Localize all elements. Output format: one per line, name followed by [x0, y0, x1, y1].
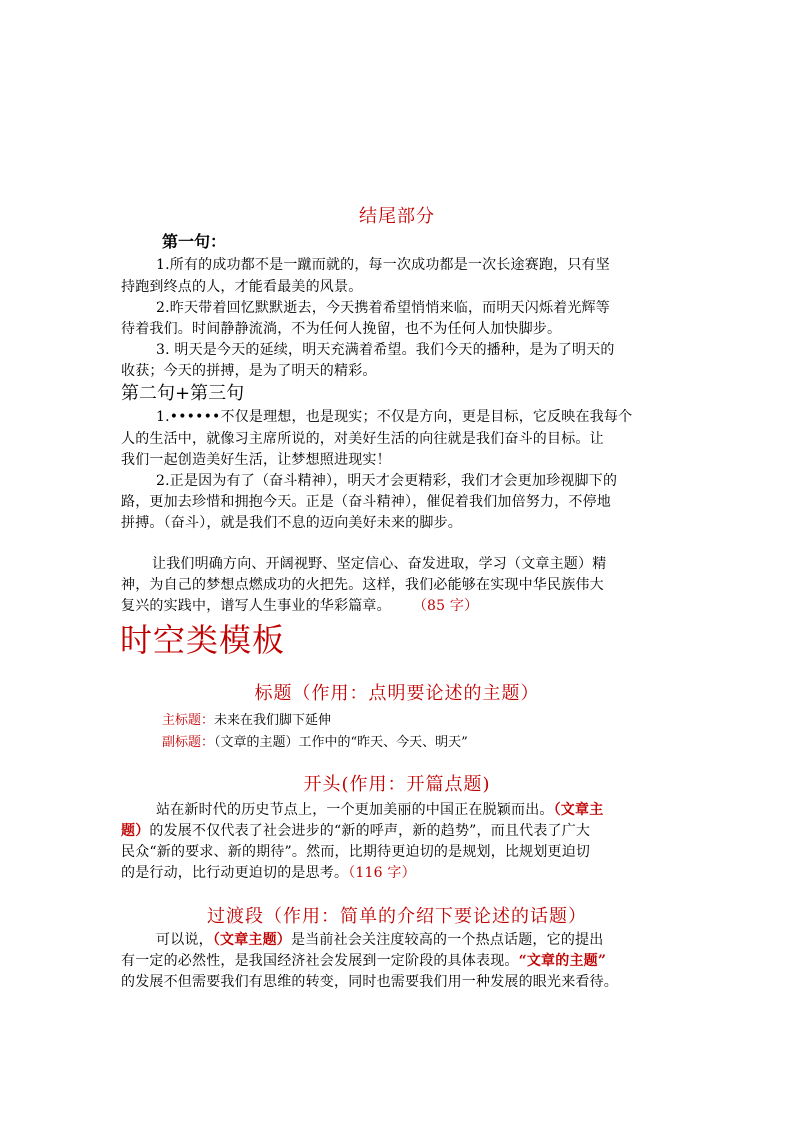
transition-line2	[121, 950, 606, 970]
ending-s23-p1-line2: 人的生活中，就像习主席所说的，对美好生活的向往就是我们奋斗的目标。让	[121, 431, 604, 447]
ending-s1-p2-line1: 2.昨天带着回忆默默逝去，今天携着希望悄悄来临，而明天闪烁着光辉等	[156, 300, 610, 316]
title-section-heading: 标题（作用：点明要论述的主题）	[254, 683, 540, 704]
transition-theme: （文章主题）	[212, 932, 292, 948]
main-title-line	[162, 709, 331, 728]
ending-word-count: （85 字）	[412, 598, 479, 614]
main-title-value: 未来在我们脚下延伸	[214, 713, 332, 728]
opening-theme-b: 题）	[121, 823, 150, 839]
heading-sentence-two-three: 第二句+第三句	[121, 383, 245, 404]
opening-line4	[121, 862, 416, 882]
transition-heading: 过渡段（作用：简单的介绍下要论述的话题）	[207, 906, 587, 927]
main-title-label: 主标题：	[162, 713, 215, 728]
template-title: 时空类模板	[120, 621, 286, 659]
opening-line2-text: 的发展不仅代表了社会进步的“新的呼声，新的趋势”，而且代表了广大	[149, 823, 591, 839]
sub-title-value: （文章的主题）工作中的“昨天、今天、明天”	[214, 735, 468, 750]
opening-line2	[121, 820, 590, 840]
transition-line3: 的发展不但需要我们有思维的转变，同时也需要我们用一种发展的眼光来看待。	[121, 974, 618, 990]
ending-s1-p2-line2: 待着我们。时间静静流淌，不为任何人挽留，也不为任何人加快脚步。	[121, 321, 562, 337]
sub-title-line	[162, 731, 468, 750]
ending-final-line2: 神，为自己的梦想点燃成功的火把先。这样，我们必能够在实现中华民族伟大	[121, 577, 604, 593]
transition-theme-quoted: “文章的主题”	[518, 953, 607, 969]
ending-s23-p1-line1: 1.••••••不仅是理想，也是现实；不仅是方向，更是目标，它反映在我每个	[156, 409, 633, 425]
opening-word-count: （116 字）	[348, 865, 416, 881]
transition-line1-a: 可以说，	[156, 932, 213, 948]
opening-line1	[156, 799, 603, 819]
transition-line2-a: 有一定的必然性，是我国经济社会发展到一定阶段的具体表现。	[121, 953, 519, 969]
ending-s23-p2-line1: 2.正是因为有了（奋斗精神），明天才会更精彩，我们才会更加珍视脚下的	[156, 473, 618, 489]
opening-theme-a: （文章主	[553, 802, 604, 818]
ending-s1-p1-line1: 1.所有的成功都不是一蹴而就的，每一次成功都是一次长途赛跑，只有坚	[156, 257, 610, 273]
opening-line4-text: 的是行动，比行动更迫切的是思考。	[121, 865, 349, 881]
ending-s23-p1-line3: 我们一起创造美好生活，让梦想照进现实！	[121, 452, 391, 468]
transition-line1-c: 是当前社会关注度较高的一个热点话题，它的提出	[291, 932, 604, 948]
sub-title-label: 副标题：	[162, 735, 215, 750]
opening-heading: 开头(作用：开篇点题)	[303, 774, 491, 795]
section-title-ending: 结尾部分	[359, 206, 435, 227]
transition-line1	[156, 929, 603, 949]
ending-s1-p3-line2: 收获；今天的拼搏，是为了明天的精彩。	[121, 363, 377, 379]
ending-final-line1: 让我们明确方向、开阔视野、坚定信心、奋发进取，学习（文章主题）精	[152, 556, 607, 572]
ending-s1-p3-line1: 3. 明天是今天的延续，明天充满着希望。我们今天的播种，是为了明天的	[156, 342, 615, 358]
ending-s23-p2-line2: 路，更加去珍惜和拥抱今天。正是（奋斗精神），催促着我们加倍努力，不停地	[121, 494, 611, 510]
heading-sentence-one: 第一句：	[162, 232, 227, 251]
ending-final-line3	[121, 595, 478, 615]
ending-s1-p1-line2: 持跑到终点的人，才能看最美的风景。	[121, 279, 363, 295]
ending-final-text: 复兴的实践中，谱写人生事业的华彩篇章。	[121, 598, 391, 614]
opening-line3: 民众“新的要求、新的期待”。然而，比期待更迫切的是规划，比规划更迫切	[121, 844, 591, 860]
opening-line1-text: 站在新时代的历史节点上，一个更加美丽的中国正在脱颖而出。	[156, 802, 554, 818]
ending-s23-p2-line3: 拼搏。（奋斗），就是我们不息的迈向美好未来的脚步。	[121, 515, 462, 531]
